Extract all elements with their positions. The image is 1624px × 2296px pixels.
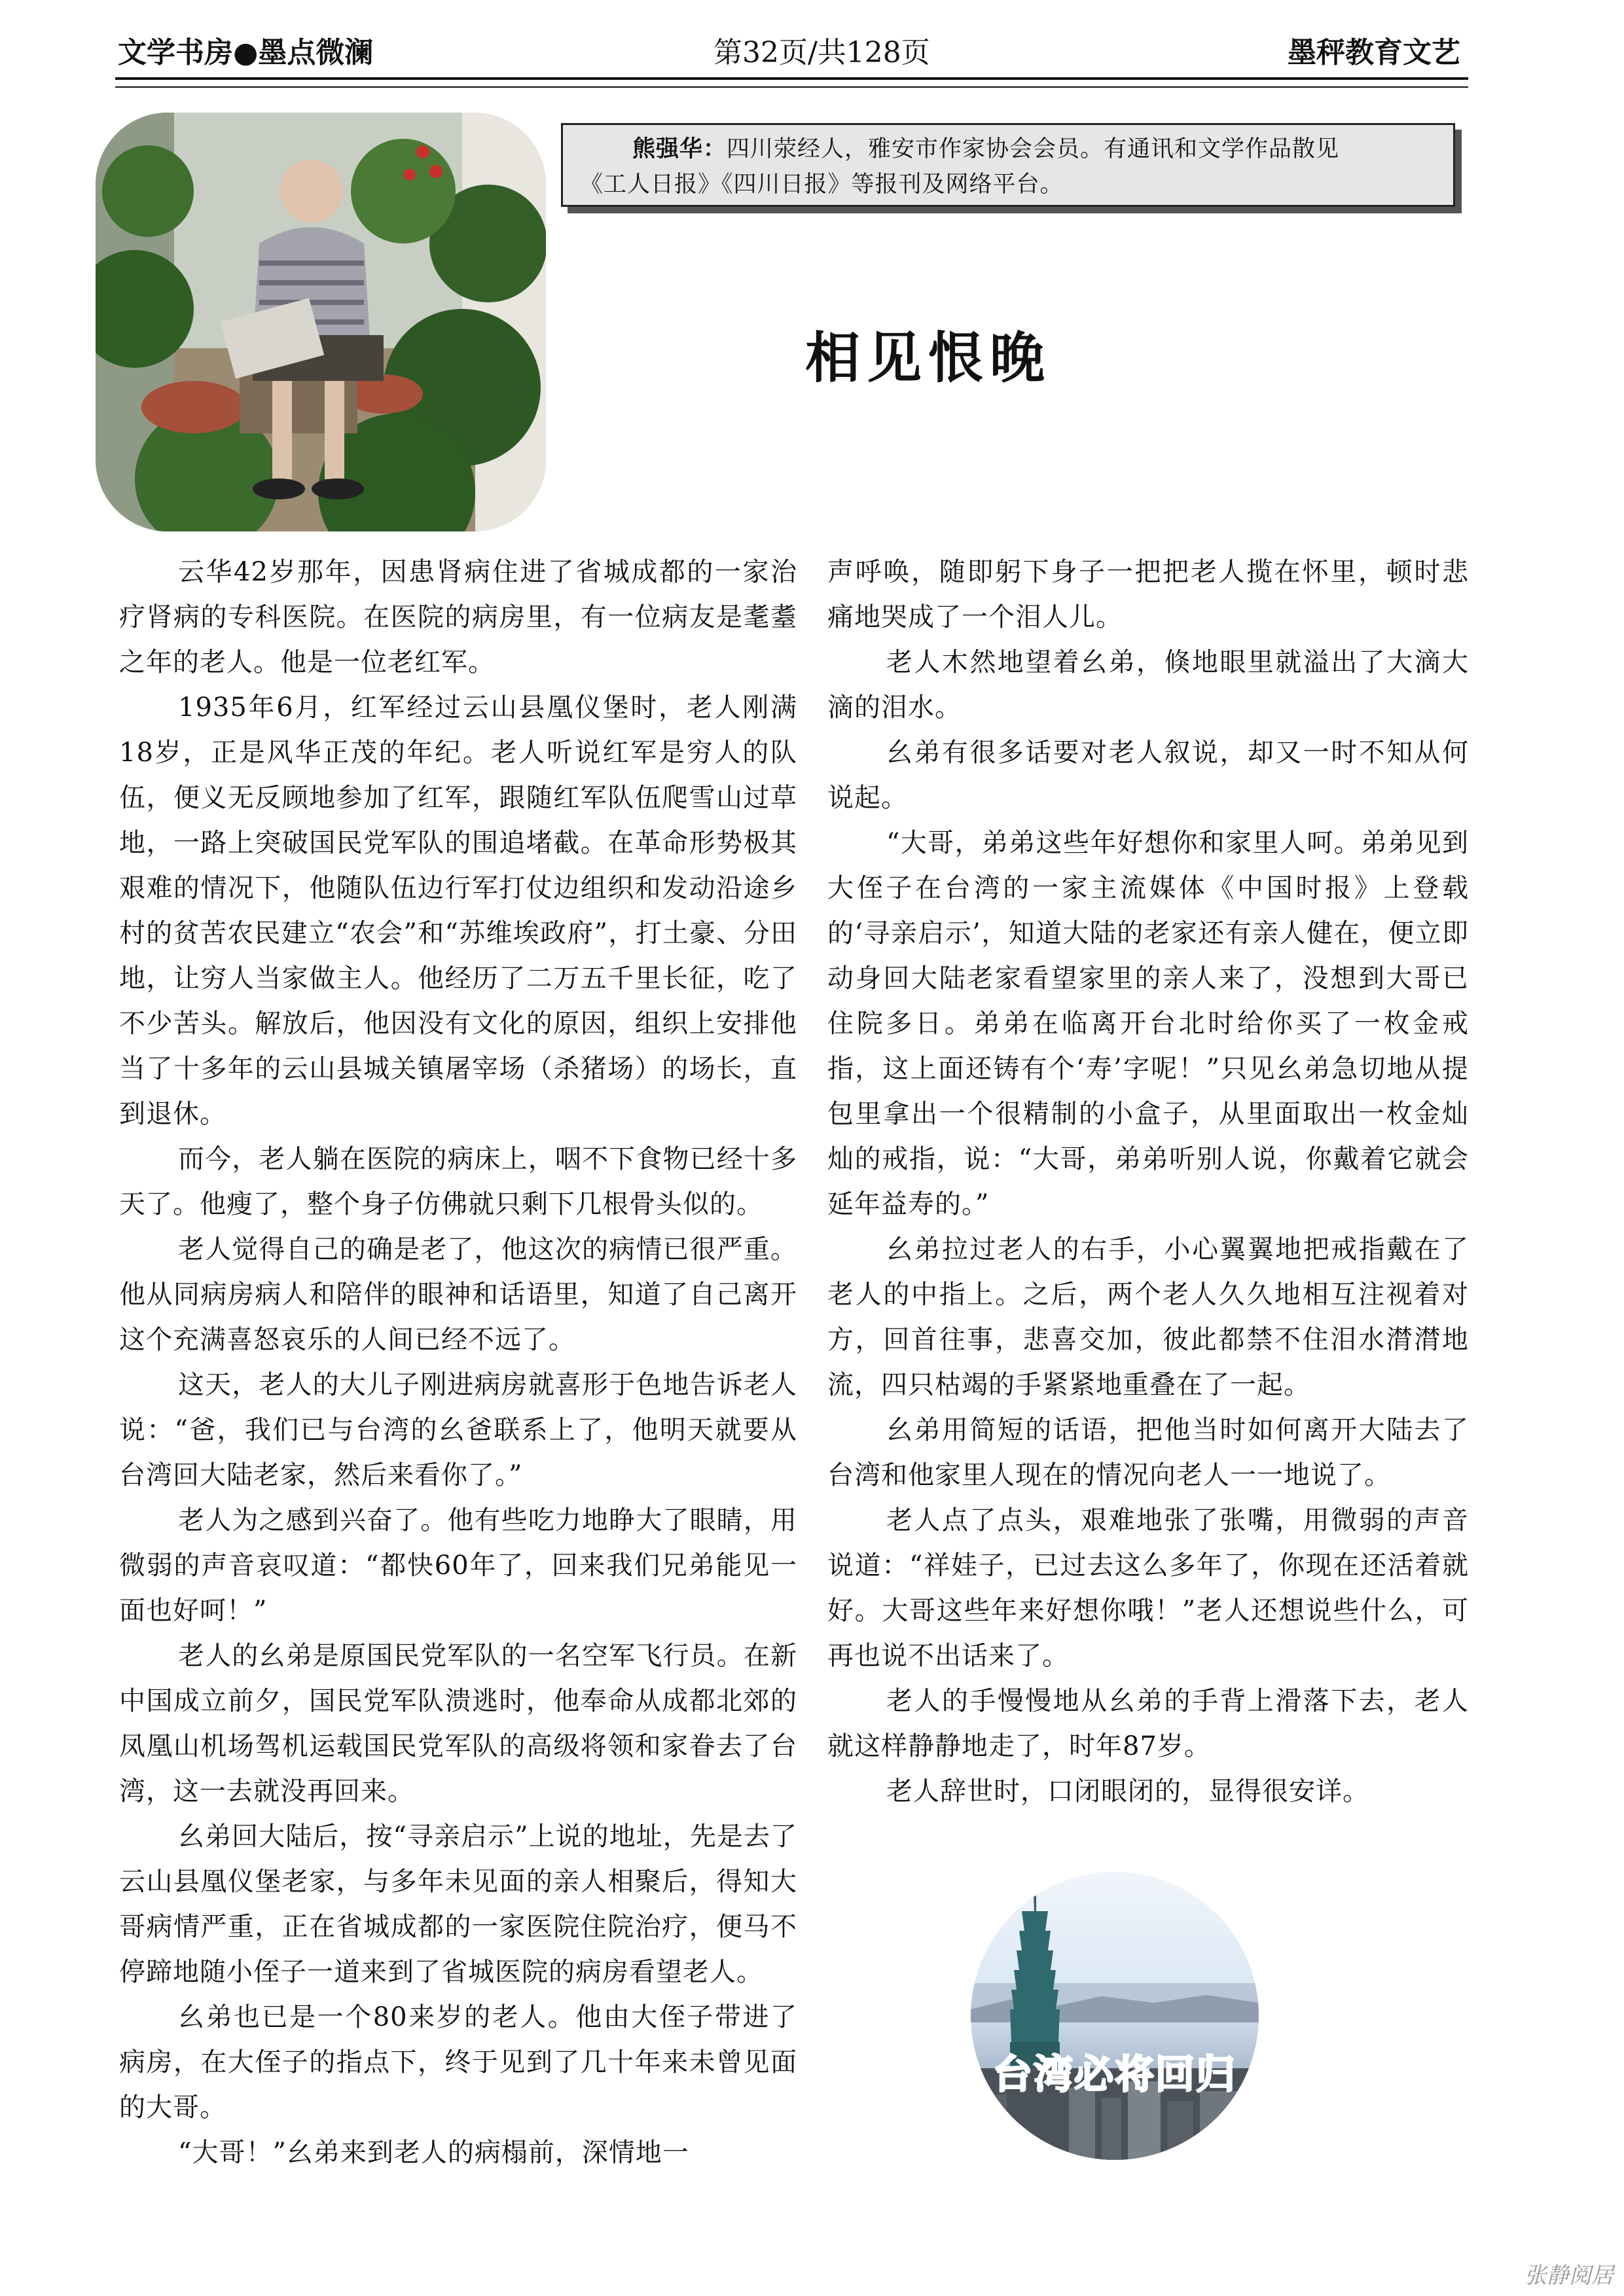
paragraph: 老人觉得自己的确是老了，他这次的病情已很严重。他从同病房病人和陪伴的眼神和话语里，知道了自己离开这个充满喜怒哀乐的人间已经不远了。 (119, 1234, 797, 1355)
paragraph: 老人辞世时，口闭眼闭的，显得很安详。 (886, 1776, 1369, 1806)
author-bio-line-1: 四川荥经人，雅安市作家协会会员。有通讯和文学作品散见 (727, 136, 1340, 162)
paragraph: 老人木然地望着幺弟，倏地眼里就溢出了大滴大滴的泪水。 (827, 647, 1469, 723)
page-number: 第32页/共128页 (713, 36, 930, 69)
header-rule-thin (115, 86, 1468, 88)
paragraph: 1935年6月，红军经过云山县凰仪堡时，老人刚满18岁，正是风华正茂的年纪。老人听说红军是穷人的队伍，便义无反顾地参加了红军，跟随红军队伍爬雪山过草地，一路上突破国民党军队的围追堵截。在革命形势极其艰难的情况下，他随队伍边行军打仗边组织和发动沿途乡村的贫苦农民建立“农会”和“苏维埃政府”，打土豪、分田地，让穷人当家做主人。他经历了二万五千里长征，吃了不少苦头。解放后，他因没有文化的原因，组织上安排他当了十多年的云山县城关镇屠宰场（杀猪场）的场长，直到退休。 (119, 692, 797, 1129)
author-name: 熊强华： (632, 135, 727, 162)
paragraph: 老人的手慢慢地从幺弟的手背上滑落下去，老人就这样静静地走了，时年87岁。 (827, 1686, 1469, 1761)
article-column-left (119, 550, 797, 2176)
badge-caption: 台湾必将回归 (993, 2052, 1236, 2098)
paragraph: 老人点了点头，艰难地张了张嘴，用微弱的声音说道：“祥娃子，已过去这么多年了，你现在还活着就好。大哥这些年来好想你哦！”老人还想说些什么，可再也说不出话来了。 (827, 1505, 1469, 1671)
header-right-title: 墨秤教育文艺 (1288, 36, 1460, 69)
taipei-101-skyline-image (971, 1872, 1259, 2160)
article-title: 相见恨晚 (805, 326, 1052, 390)
author-bio-box (561, 123, 1455, 207)
paragraph: 而今，老人躺在医院的病床上，咽不下食物已经十多天了。他瘦了，整个身子仿佛就只剩下几根骨头似的。 (119, 1144, 797, 1219)
paragraph: “大哥！”幺弟来到老人的病榻前，深情地一 (178, 2138, 689, 2168)
author-bio-line-2: 《工人日报》《四川日报》等报刊及网络平台。 (580, 171, 1064, 198)
paragraph: 老人的幺弟是原国民党军队的一名空军飞行员。在新中国成立前夕，国民党军队溃逃时，他奉命从成都北郊的凤凰山机场驾机运载国民党军队的高级将领和家眷去了台湾，这一去就没再回来。 (119, 1641, 797, 1806)
paragraph: 幺弟也已是一个80来岁的老人。他由大侄子带进了病房，在大侄子的指点下，终于见到了几十年来未曾见面的大哥。 (119, 2002, 797, 2123)
watermark: 张静阅居 (1525, 2263, 1614, 2289)
paragraph: 这天，老人的大儿子刚进病房就喜形于色地告诉老人说：“爸，我们已与台湾的幺爸联系上了，他明天就要从台湾回大陆老家，然后来看你了。” (119, 1370, 797, 1490)
header-left-title: 文学书房●墨点微澜 (118, 36, 374, 69)
paragraph: 幺弟回大陆后，按“寻亲启示”上说的地址，先是去了云山县凰仪堡老家，与多年未见面的亲人相聚后，得知大哥病情严重，正在省城成都的一家医院住院治疗，便马不停蹄地随小侄子一道来到了省城医院的病房看望老人。 (119, 1821, 797, 1987)
paragraph: 幺弟用简短的话语，把他当时如何离开大陆去了台湾和他家里人现在的情况向老人一一地说了。 (827, 1415, 1469, 1490)
paragraph: 声呼唤，随即躬下身子一把把老人揽在怀里，顿时悲痛地哭成了一个泪人儿。 (827, 557, 1469, 632)
article-column-right (827, 550, 1469, 1814)
header-rule (115, 77, 1468, 80)
paragraph: “大哥，弟弟这些年好想你和家里人呵。弟弟见到大侄子在台湾的一家主流媒体《中国时报》上登载的‘寻亲启示’，知道大陆的老家还有亲人健在，便立即动身回大陆老家看望家里的亲人来了，没想到大哥已住院多日。弟弟在临离开台北时给你买了一枚金戒指，这上面还铸有个‘寿’字呢！”只见幺弟急切地从提包里拿出一个很精制的小盒子，从里面取出一枚金灿灿的戒指，说：“大哥，弟弟听别人说，你戴着它就会延年益寿的。” (827, 828, 1469, 1219)
paragraph: 老人为之感到兴奋了。他有些吃力地睁大了眼睛，用微弱的声音哀叹道：“都快60年了，回来我们兄弟能见一面也好呵！” (119, 1505, 797, 1626)
author-photo (96, 113, 546, 531)
paragraph: 幺弟有很多话要对老人叙说，却又一时不知从何说起。 (827, 738, 1469, 813)
paragraph: 幺弟拉过老人的右手，小心翼翼地把戒指戴在了老人的中指上。之后，两个老人久久地相互注视着对方，回首往事，悲喜交加，彼此都禁不住泪水潸潸地流，四只枯竭的手紧紧地重叠在了一起。 (827, 1234, 1469, 1400)
paragraph: 云华42岁那年，因患肾病住进了省城成都的一家治疗肾病的专科医院。在医院的病房里，有一位病友是耄耋之年的老人。他是一位老红军。 (119, 557, 797, 677)
